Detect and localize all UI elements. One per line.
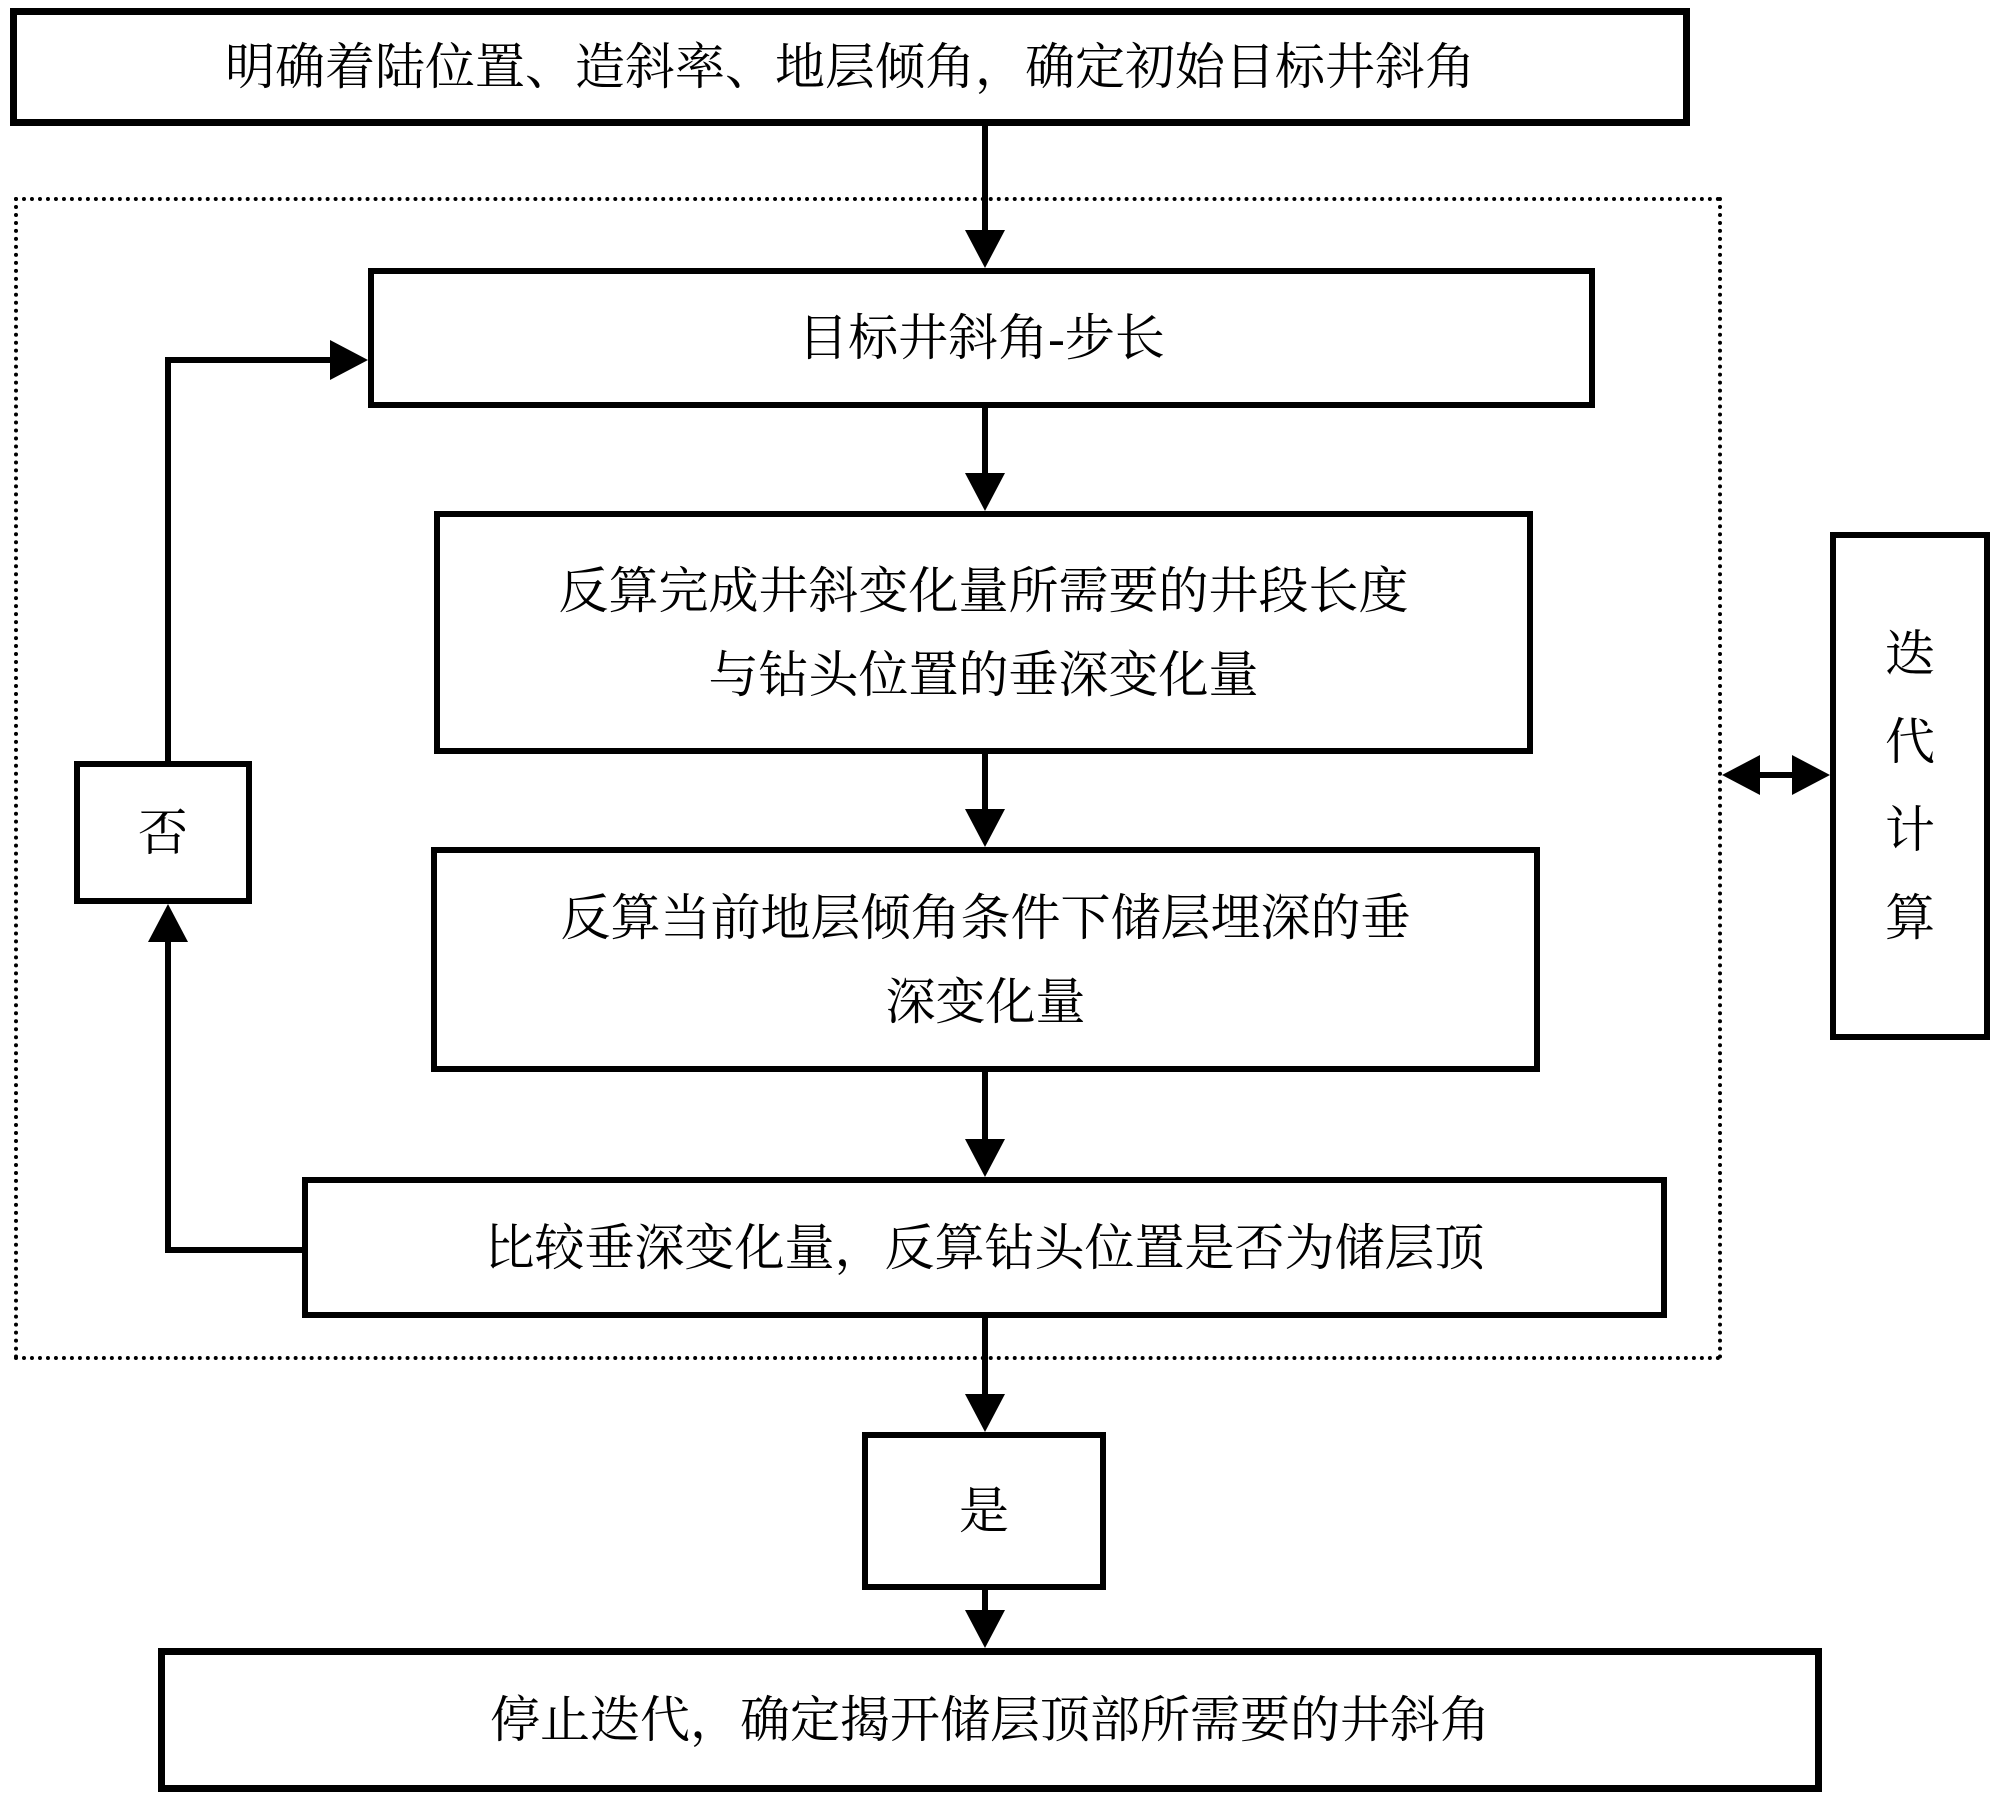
arrowhead-down-icon [965, 473, 1005, 511]
arrowhead-down-icon [965, 230, 1005, 268]
node-no [74, 761, 252, 904]
arrow-stem [165, 1247, 302, 1253]
node-calc-depth-line2: 深变化量 [885, 973, 1086, 1030]
node-yes [862, 1432, 1106, 1590]
node-compare [302, 1177, 1667, 1318]
arrow-stem [982, 754, 988, 809]
node-no-label: 否 [138, 804, 188, 861]
arrowhead-down-icon [965, 1139, 1005, 1177]
arrowhead-up-icon [148, 904, 188, 942]
arrowhead-right-icon [1792, 755, 1830, 795]
arrow-stem [982, 1072, 988, 1139]
node-step [368, 268, 1595, 408]
node-step-label: 目标井斜角-步长 [798, 310, 1165, 366]
arrow-stem [982, 126, 988, 230]
node-iteration-label: 迭代计算 [1885, 626, 1935, 946]
arrowhead-down-icon [965, 809, 1005, 847]
node-stop [158, 1648, 1822, 1792]
arrow-stem [165, 357, 332, 363]
node-start-label: 明确着陆位置、造斜率、地层倾角，确定初始目标井斜角 [225, 39, 1475, 95]
node-calc-length-line2: 与钻头位置的垂深变化量 [708, 646, 1259, 703]
node-yes-label: 是 [959, 1483, 1009, 1539]
arrowhead-down-icon [965, 1610, 1005, 1648]
arrowhead-down-icon [965, 1394, 1005, 1432]
node-stop-label: 停止迭代，确定揭开储层顶部所需要的井斜角 [490, 1692, 1490, 1748]
arrowhead-right-icon [330, 340, 368, 380]
node-iteration [1830, 532, 1990, 1040]
node-start [10, 8, 1690, 126]
node-calc-length-line1: 反算完成井斜变化量所需要的井段长度 [558, 562, 1409, 619]
arrowhead-left-icon [1722, 755, 1760, 795]
arrow-stem [165, 357, 171, 761]
arrow-stem [982, 408, 988, 473]
node-calc-depth-line1: 反算当前地层倾角条件下储层埋深的垂 [560, 889, 1411, 946]
arrow-stem [982, 1318, 988, 1394]
node-calc-length [434, 511, 1533, 754]
arrow-stem [165, 938, 171, 1253]
node-compare-label: 比较垂深变化量，反算钻头位置是否为储层顶 [484, 1219, 1485, 1276]
arrow-stem [982, 1590, 988, 1610]
node-calc-depth [431, 847, 1540, 1072]
